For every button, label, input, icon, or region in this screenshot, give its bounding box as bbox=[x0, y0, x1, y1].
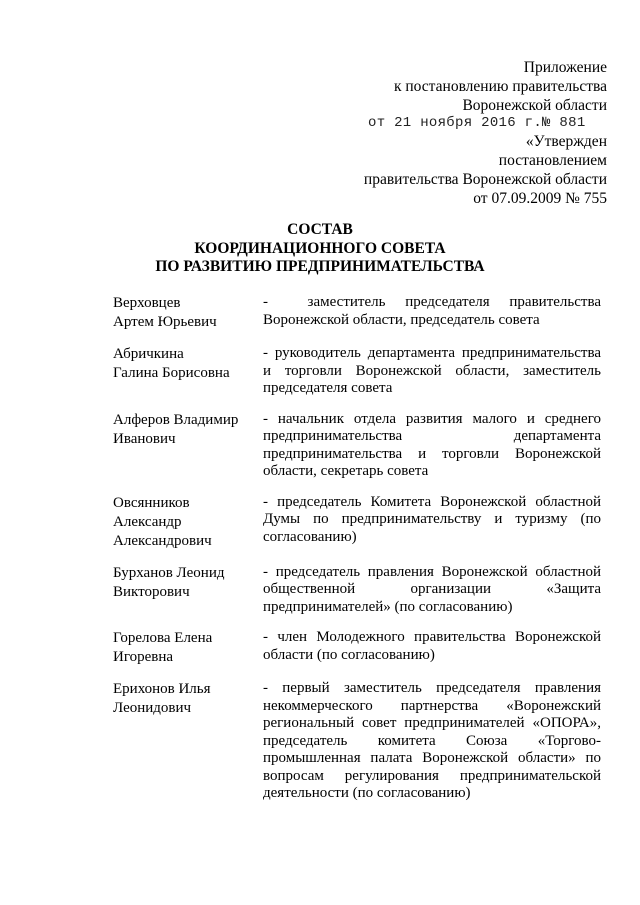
member-name-line: Алферов Владимир bbox=[113, 411, 239, 428]
member-name-line: Иванович bbox=[113, 430, 176, 447]
members-list bbox=[113, 294, 601, 816]
date-number-stamp: от 21 ноября 2016 г.№ 881 bbox=[368, 115, 586, 131]
member-name-line: Александрович bbox=[113, 532, 212, 549]
member-row bbox=[113, 629, 601, 667]
member-role: - председатель правления Воронежской областной общественной организации «Защита предпринимателей» (по согласованию) bbox=[263, 563, 601, 615]
member-row bbox=[113, 411, 601, 481]
member-name-line: Александр bbox=[113, 513, 182, 530]
member-name-line: Овсянников bbox=[113, 494, 190, 511]
member-name-line: Галина Борисовна bbox=[113, 365, 230, 381]
member-role: - руководитель департамента предпринимательства и торговли Воронежской области, заместитель председателя совета bbox=[263, 345, 601, 396]
document-title bbox=[0, 221, 640, 277]
title-line: КООРДИНАЦИОННОГО СОВЕТА bbox=[194, 239, 446, 257]
title-line: СОСТАВ bbox=[287, 221, 353, 238]
member-name-line: Артем Юрьевич bbox=[113, 314, 217, 330]
member-role: - заместитель председателя правительства Воронежской области, председатель совета bbox=[263, 294, 601, 328]
member-name-line: Верховцев bbox=[113, 295, 181, 311]
member-name-line: Ерихонов Илья bbox=[113, 681, 211, 697]
appendix-header bbox=[394, 58, 607, 115]
member-name bbox=[113, 411, 263, 481]
member-name bbox=[113, 629, 263, 667]
appendix-line: к постановлению правительства bbox=[393, 78, 607, 95]
title-line: ПО РАЗВИТИЮ ПРЕДПРИНИМАТЕЛЬСТВА bbox=[155, 258, 485, 275]
member-name bbox=[113, 345, 263, 398]
member-name-line: Викторович bbox=[113, 583, 190, 600]
member-name bbox=[113, 564, 263, 617]
appendix-line: Приложение bbox=[523, 59, 607, 76]
member-role: - начальник отдела развития малого и среднего предпринимательства департамента предпринимательства и торговли Воронежской области, секретарь совета bbox=[263, 410, 601, 479]
member-name bbox=[113, 494, 263, 551]
appendix-line: Воронежской области bbox=[462, 97, 607, 114]
member-name-line: Абричкина bbox=[113, 346, 184, 362]
member-row bbox=[113, 345, 601, 398]
member-name-line: Горелова Елена bbox=[113, 630, 213, 646]
member-row bbox=[113, 294, 601, 332]
member-name bbox=[113, 294, 263, 332]
member-row bbox=[113, 680, 601, 803]
member-role: - первый заместитель председателя правления некоммерческого партнерства «Воронежский региональный совет предпринимателей «ОПОРА», председатель комитета Союза «Торгово-промышленная палата Воронежской области» по вопросам регулирования предпринимательской деятельности (по согласованию) bbox=[263, 680, 601, 801]
approved-line: постановлением bbox=[498, 152, 607, 169]
member-role: - член Молодежного правительства Воронежской области (по согласованию) bbox=[263, 629, 601, 663]
approved-header bbox=[364, 132, 607, 208]
member-name-line: Игоревна bbox=[113, 649, 174, 665]
approved-line: «Утвержден bbox=[525, 133, 607, 150]
approved-line: правительства Воронежской области bbox=[363, 171, 607, 188]
member-name-line: Бурханов Леонид bbox=[113, 564, 225, 581]
member-name-line: Леонидович bbox=[113, 700, 192, 716]
member-row bbox=[113, 494, 601, 551]
member-role: - председатель Комитета Воронежской областной Думы по предпринимательству и туризму (по согласованию) bbox=[263, 493, 601, 545]
member-name bbox=[113, 680, 263, 803]
approved-line: от 07.09.2009 № 755 bbox=[473, 190, 607, 207]
member-row bbox=[113, 564, 601, 617]
